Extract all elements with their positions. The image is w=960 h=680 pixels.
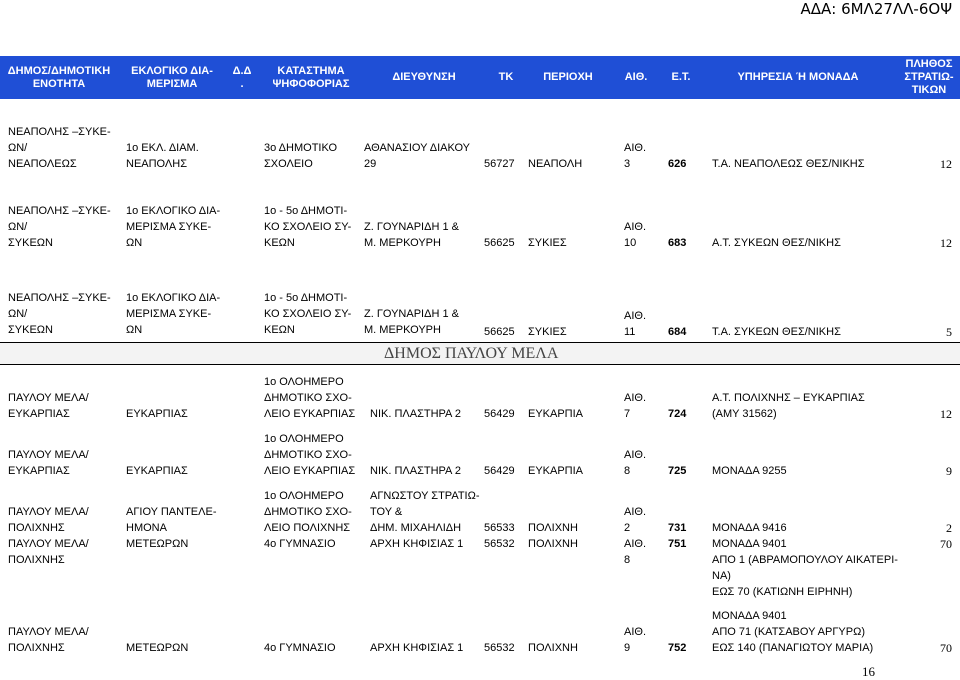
header-tk: ΤΚ bbox=[498, 71, 514, 83]
cell-et: 752 bbox=[668, 642, 687, 654]
header-address: ΔΙΕΥΘΥΝΣΗ bbox=[392, 71, 456, 83]
cell-tk: 56625 bbox=[484, 237, 515, 249]
cell-district: 1ο ΕΚΛ. ΔΙΑΜ. ΝΕΑΠΟΛΗΣ bbox=[126, 142, 199, 170]
cell-unit: ΝΕΑΠΟΛΗΣ –ΣΥΚΕ- ΩΝ/ ΝΕΑΠΟΛΕΩΣ bbox=[8, 126, 111, 170]
cell-district: 1ο ΕΚΛΟΓΙΚΟ ΔΙΑ- ΜΕΡΙΣΜΑ ΣΥΚΕ- ΩΝ bbox=[126, 292, 221, 336]
cell-count: 12 bbox=[940, 236, 952, 250]
cell-address: ΑΡΧΗ ΚΗΦΙΣΙΑΣ 1 bbox=[370, 642, 464, 654]
cell-station: 3ο ΔΗΜΟΤΙΚΟ ΣΧΟΛΕΙΟ bbox=[264, 142, 338, 170]
document-code: ΑΔΑ: 6ΜΛ27ΛΛ-6ΟΨ bbox=[800, 0, 952, 18]
cell-district: ΜΕΤΕΩΡΩΝ bbox=[126, 538, 189, 550]
cell-address: ΝΙΚ. ΠΛΑΣΤΗΡΑ 2 bbox=[370, 408, 461, 420]
cell-et: 626 bbox=[668, 158, 687, 170]
cell-service: ΜΟΝΑΔΑ 9255 bbox=[712, 465, 787, 477]
cell-tk: 56533 bbox=[484, 522, 515, 534]
cell-area: ΠΟΛΙΧΝΗ bbox=[528, 522, 578, 534]
header-dd: Δ.Δ . bbox=[232, 64, 252, 90]
cell-et: 731 bbox=[668, 522, 687, 534]
cell-address: ΝΙΚ. ΠΛΑΣΤΗΡΑ 2 bbox=[370, 465, 461, 477]
cell-room: ΑΙΘ. 3 bbox=[624, 142, 647, 170]
cell-room: ΑΙΘ. 8 bbox=[624, 449, 647, 477]
cell-address: Ζ. ΓΟΥΝΑΡΙΔΗ 1 & Μ. ΜΕΡΚΟΥΡΗ bbox=[364, 221, 459, 249]
cell-station: 1ο ΟΛΟΗΜΕΡΟ ΔΗΜΟΤΙΚΟ ΣΧΟ- ΛΕΙΟ ΕΥΚΑΡΠΙΑΣ bbox=[264, 433, 356, 477]
cell-tk: 56532 bbox=[484, 538, 515, 550]
cell-service: ΜΟΝΑΔΑ 9401 ΑΠΟ 1 (ΑΒΡΑΜΟΠΟΥΛΟΥ ΑΙΚΑΤΕΡΙ- ΝΑ) ΕΩΣ 70 (ΚΑΤΙΩΝΗ ΕΙΡΗΝΗ) bbox=[712, 538, 898, 598]
cell-count: 12 bbox=[940, 407, 952, 421]
cell-tk: 56429 bbox=[484, 465, 515, 477]
cell-service: Α.Τ. ΣΥΚΕΩΝ ΘΕΣ/ΝΙΚΗΣ bbox=[712, 237, 841, 249]
cell-et: 751 bbox=[668, 538, 687, 550]
cell-station: 1ο - 5ο ΔΗΜΟΤΙ- ΚΟ ΣΧΟΛΕΙΟ ΣΥ- ΚΕΩΝ bbox=[264, 205, 352, 249]
cell-room: ΑΙΘ. 2 bbox=[624, 506, 647, 534]
header-district: ΕΚΛΟΓΙΚΟ ΔΙΑ- ΜΕΡΙΣΜΑ bbox=[131, 64, 213, 90]
cell-area: ΕΥΚΑΡΠΙΑ bbox=[528, 408, 584, 420]
cell-station: 1ο - 5ο ΔΗΜΟΤΙ- ΚΟ ΣΧΟΛΕΙΟ ΣΥ- ΚΕΩΝ bbox=[264, 292, 352, 336]
cell-count: 5 bbox=[946, 325, 952, 339]
cell-et: 724 bbox=[668, 408, 687, 420]
cell-area: ΝΕΑΠΟΛΗ bbox=[528, 158, 583, 170]
cell-et: 683 bbox=[668, 237, 687, 249]
cell-address: ΑΓΝΩΣΤΟΥ ΣΤΡΑΤΙΩ- ΤΟΥ & ΔΗΜ. ΜΙΧΑΗΛΙΔΗ bbox=[370, 490, 480, 534]
section-title: ΔΗΜΟΣ ΠΑΥΛΟΥ ΜΕΛΑ bbox=[0, 342, 960, 365]
cell-station: 4ο ΓΥΜΝΑΣΙΟ bbox=[264, 642, 336, 654]
cell-service: Τ.Α. ΝΕΑΠΟΛΕΩΣ ΘΕΣ/ΝΙΚΗΣ bbox=[712, 158, 865, 170]
cell-unit: ΠΑΥΛΟΥ ΜΕΛΑ/ ΠΟΛΙΧΝΗΣ bbox=[8, 626, 89, 654]
cell-unit: ΠΑΥΛΟΥ ΜΕΛΑ/ ΠΟΛΙΧΝΗΣ bbox=[8, 506, 89, 534]
cell-area: ΕΥΚΑΡΠΙΑ bbox=[528, 465, 584, 477]
cell-count: 9 bbox=[946, 464, 952, 478]
cell-count: 12 bbox=[940, 157, 952, 171]
cell-room: ΑΙΘ. 7 bbox=[624, 392, 647, 420]
cell-tk: 56625 bbox=[484, 326, 515, 338]
cell-service: Α.Τ. ΠΟΛΙΧΝΗΣ – ΕΥΚΑΡΠΙΑΣ (ΑΜΥ 31562) bbox=[712, 392, 865, 420]
cell-address: ΑΘΑΝΑΣΙΟΥ ΔΙΑΚΟΥ 29 bbox=[364, 142, 471, 170]
cell-unit: ΠΑΥΛΟΥ ΜΕΛΑ/ ΕΥΚΑΡΠΙΑΣ bbox=[8, 449, 89, 477]
cell-service: Τ.Α. ΣΥΚΕΩΝ ΘΕΣ/ΝΙΚΗΣ bbox=[712, 326, 841, 338]
cell-service: ΜΟΝΑΔΑ 9401 ΑΠΟ 71 (ΚΑΤΣΑΒΟΥ ΑΡΓΥΡΩ) ΕΩΣ 140 (ΠΑΝΑΓΙΩΤΟΥ ΜΑΡΙΑ) bbox=[712, 610, 874, 654]
cell-et: 725 bbox=[668, 465, 687, 477]
cell-room: ΑΙΘ. 8 bbox=[624, 538, 647, 566]
cell-address: ΑΡΧΗ ΚΗΦΙΣΙΑΣ 1 bbox=[370, 538, 464, 550]
cell-address: Ζ. ΓΟΥΝΑΡΙΔΗ 1 & Μ. ΜΕΡΚΟΥΡΗ bbox=[364, 308, 459, 336]
page-number: 16 bbox=[862, 664, 875, 679]
header-service: ΥΠΗΡΕΣΙΑ Ή ΜΟΝΑΔΑ bbox=[737, 71, 859, 83]
cell-unit: ΠΑΥΛΟΥ ΜΕΛΑ/ ΕΥΚΑΡΠΙΑΣ bbox=[8, 392, 89, 420]
cell-tk: 56727 bbox=[484, 158, 515, 170]
cell-service: ΜΟΝΑΔΑ 9416 bbox=[712, 522, 787, 534]
header-et: Ε.Τ. bbox=[671, 71, 691, 83]
cell-district: ΕΥΚΑΡΠΙΑΣ bbox=[126, 408, 188, 420]
cell-area: ΠΟΛΙΧΝΗ bbox=[528, 642, 578, 654]
cell-unit: ΝΕΑΠΟΛΗΣ –ΣΥΚΕ- ΩΝ/ ΣΥΚΕΩΝ bbox=[8, 292, 111, 336]
header-polling-station: ΚΑΤΑΣΤΗΜΑ ΨΗΦΟΦΟΡΙΑΣ bbox=[272, 64, 350, 90]
cell-count: 2 bbox=[946, 521, 952, 535]
header-municipal-unit: ΔΗΜΟΣ/ΔΗΜΟΤΙΚΗ ΕΝΟΤΗΤΑ bbox=[7, 64, 111, 90]
cell-station: 1ο ΟΛΟΗΜΕΡΟ ΔΗΜΟΤΙΚΟ ΣΧΟ- ΛΕΙΟ ΕΥΚΑΡΠΙΑΣ bbox=[264, 376, 356, 420]
cell-district: ΕΥΚΑΡΠΙΑΣ bbox=[126, 465, 188, 477]
cell-room: ΑΙΘ. 11 bbox=[624, 310, 647, 338]
cell-station: 1ο ΟΛΟΗΜΕΡΟ ΔΗΜΟΤΙΚΟ ΣΧΟ- ΛΕΙΟ ΠΟΛΙΧΝΗΣ bbox=[264, 490, 352, 534]
cell-count: 70 bbox=[940, 641, 952, 655]
cell-district: ΑΓΙΟΥ ΠΑΝΤΕΛΕ- ΗΜΟΝΑ bbox=[126, 506, 217, 534]
cell-et: 684 bbox=[668, 326, 687, 338]
header-count: ΠΛΗΘΟΣ ΣΤΡΑΤΙΩ- ΤΙΚΩΝ bbox=[904, 58, 954, 96]
cell-district: ΜΕΤΕΩΡΩΝ bbox=[126, 642, 189, 654]
header-area: ΠΕΡΙΟΧΗ bbox=[543, 71, 593, 83]
cell-room: ΑΙΘ. 10 bbox=[624, 221, 647, 249]
cell-tk: 56532 bbox=[484, 642, 515, 654]
cell-tk: 56429 bbox=[484, 408, 515, 420]
cell-unit: ΝΕΑΠΟΛΗΣ –ΣΥΚΕ- ΩΝ/ ΣΥΚΕΩΝ bbox=[8, 205, 111, 249]
cell-district: 1ο ΕΚΛΟΓΙΚΟ ΔΙΑ- ΜΕΡΙΣΜΑ ΣΥΚΕ- ΩΝ bbox=[126, 205, 221, 249]
cell-area: ΣΥΚΙΕΣ bbox=[528, 326, 567, 338]
table-header bbox=[0, 56, 960, 99]
cell-count: 70 bbox=[940, 537, 952, 551]
cell-unit: ΠΑΥΛΟΥ ΜΕΛΑ/ ΠΟΛΙΧΝΗΣ bbox=[8, 538, 89, 566]
cell-area: ΣΥΚΙΕΣ bbox=[528, 237, 567, 249]
cell-station: 4ο ΓΥΜΝΑΣΙΟ bbox=[264, 538, 336, 550]
header-room: ΑΙΘ. bbox=[624, 71, 648, 83]
cell-room: ΑΙΘ. 9 bbox=[624, 626, 647, 654]
cell-area: ΠΟΛΙΧΝΗ bbox=[528, 538, 578, 550]
